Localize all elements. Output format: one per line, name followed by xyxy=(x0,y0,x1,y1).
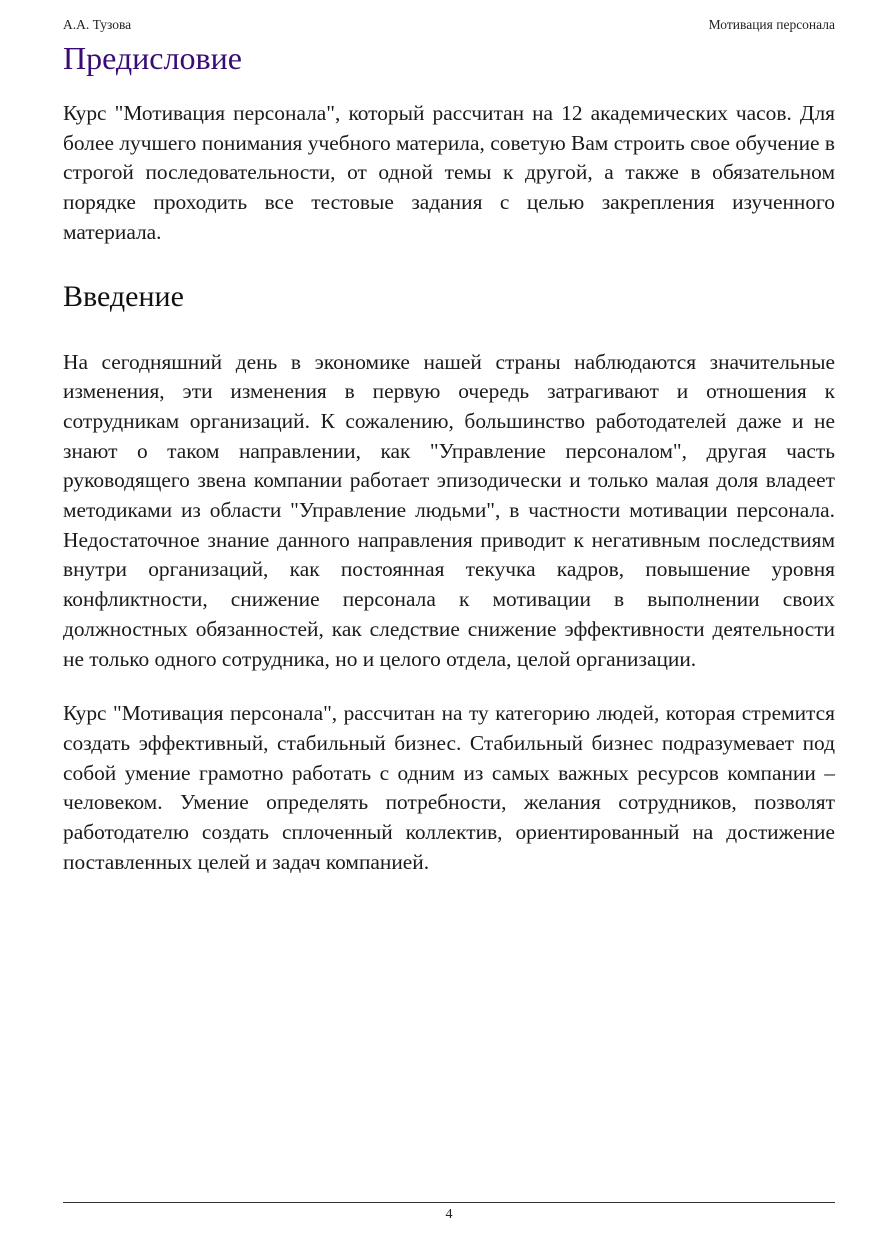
introduction-paragraph-1: На сегодняшний день в экономике нашей страны наблюдаются значительные изменения, эти изменения в первую очередь затрагивают и отношения к сотрудникам организаций. К сожалению, большинство работодателей даже и не знают о таком направлении, как "Управление персоналом", другая часть руководящего звена компании работает эпизодически и только малая доля владеет методиками из области "Управление людьми", в частности мотивации персонала. Недостаточное знание данного направления приводит к негативным последствиям внутри организаций, как постоянная текучка кадров, повышение уровня конфликтности, снижение персонала к мотивации в выполнении своих должностных обязанностей, как следствие снижение эффективности деятельности не только одного сотрудника, но и целого отдела, целой организации. xyxy=(63,349,835,671)
introduction-section xyxy=(63,278,835,878)
page-number: 4 xyxy=(445,1207,453,1222)
preface-heading: Предисловие xyxy=(63,40,242,76)
preface-section xyxy=(63,38,835,248)
running-header xyxy=(63,17,835,35)
document-page xyxy=(63,0,835,1241)
footer-divider xyxy=(63,1202,835,1203)
introduction-heading: Введение xyxy=(63,279,184,313)
header-title: Мотивация персонала xyxy=(708,17,835,32)
preface-paragraph: Курс "Мотивация персонала", который рассчитан на 12 академических часов. Для более лучшего понимания учебного материла, советую Вам строить свое обучение в строгой последовательности, от одной темы к другой, а также в обязательном порядке проходить все тестовые задания с целью закрепления изученного материала. xyxy=(63,101,835,244)
page-content xyxy=(63,38,835,877)
introduction-paragraph-2: Курс "Мотивация персонала", рассчитан на ту категорию людей, которая стремится создать эффективный, стабильный бизнес. Стабильный бизнес подразумевает под собой умение грамотно работать с одним из самых важных ресурсов компании – человеком. Умение определять потребности, желания сотрудников, позволят работодателю создать сплоченный коллектив, ориентированный на достижение поставленных целей и задач компанией. xyxy=(63,701,835,874)
header-author: А.А. Тузова xyxy=(63,17,132,32)
